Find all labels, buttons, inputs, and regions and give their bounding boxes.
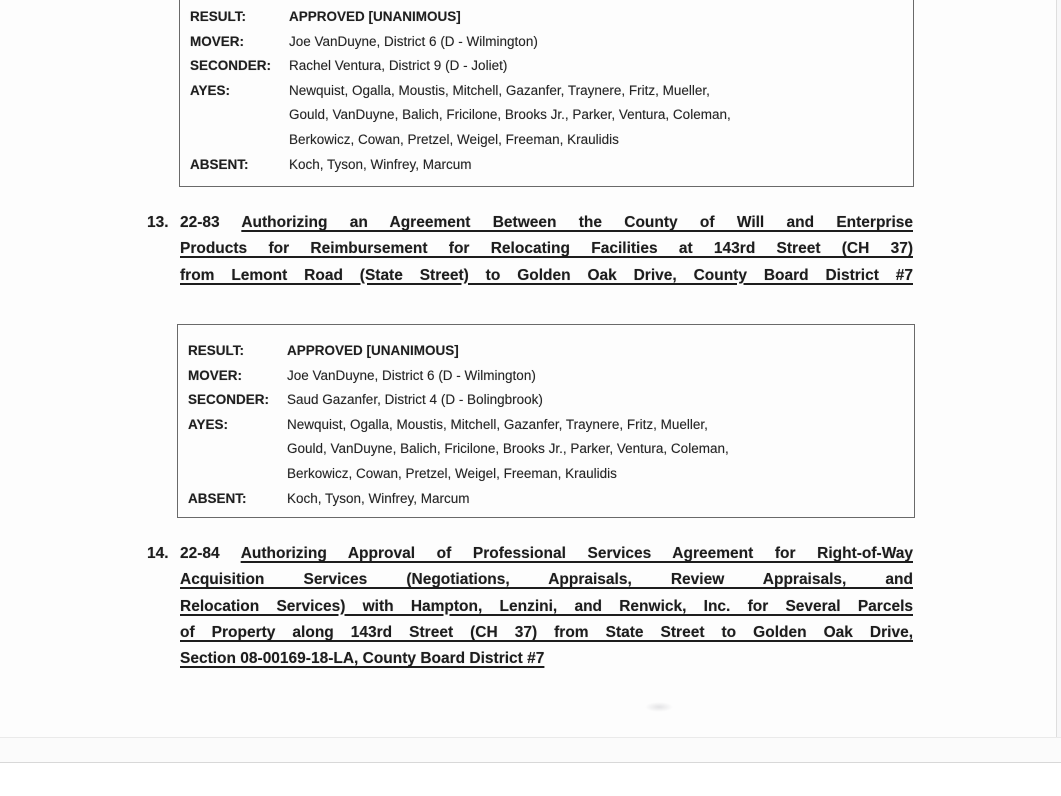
vote-value: Koch, Tyson, Winfrey, Marcum [287,490,470,506]
vote-value: Joe VanDuyne, District 6 (D - Wilmington) [289,33,538,49]
vote-value: Joe VanDuyne, District 6 (D - Wilmington) [287,367,536,383]
title-line [180,263,913,289]
vote-label: RESULT: [190,9,246,24]
title-line [180,236,913,262]
page-edge-line [1056,0,1057,738]
vote-label: ABSENT: [190,156,249,172]
vote-value-line: Newquist, Ogalla, Moustis, Mitchell, Gazanfer, Traynere, Fritz, Mueller, [289,82,710,98]
vote-value: APPROVED [UNANIMOUS] [289,9,461,24]
title-line [180,620,913,646]
vote-label: MOVER: [188,367,242,383]
vote-label: AYES: [188,416,229,432]
title-line [180,210,913,236]
vote-value-line: Berkowicz, Cowan, Pretzel, Weigel, Freeman, Kraulidis [287,465,617,481]
title-text: Products for Reimbursement for Relocating Facilities at 143rd Street (CH 37) [180,240,913,258]
page-edge-margin [1057,0,1061,738]
vote-label: RESULT: [188,343,244,358]
vote-label: MOVER: [190,33,244,49]
vote-value: Rachel Ventura, District 9 (D - Joliet) [289,58,508,74]
vote-value: APPROVED [UNANIMOUS] [287,343,459,358]
viewer-chrome-band [0,738,1061,762]
title-text: of Property along 143rd Street (CH 37) from State Street to Golden Oak Drive, [180,623,913,641]
title-text: Authorizing an Agreement Between the County of Will and Enterprise [241,214,913,231]
vote-result-box-2 [177,324,915,518]
vote-row-seconder [190,54,903,79]
vote-row-seconder [188,388,904,413]
vote-value-line: Gould, VanDuyne, Balich, Fricilone, Brooks Jr., Parker, Ventura, Coleman, [287,441,729,457]
title-text: Acquisition Services (Negotiations, Appraisals, Review Appraisals, and [180,571,913,589]
agenda-item-title [180,541,913,672]
vote-row-absent [190,153,903,178]
vote-label: SECONDER: [190,58,272,74]
vote-value-line: Newquist, Ogalla, Moustis, Mitchell, Gazanfer, Traynere, Fritz, Mueller, [287,416,708,432]
title-text: Section 08-00169-18-LA, County Board District #7 [180,650,545,668]
vote-row-result [190,5,903,30]
vote-value: Saud Gazanfer, District 4 (D - Bolingbrook) [287,392,543,408]
vote-row-result [188,339,904,364]
vote-row-mover [188,364,904,389]
title-line [180,567,913,593]
vote-value: Koch, Tyson, Winfrey, Marcum [289,156,472,172]
title-line [180,541,913,567]
title-text: Authorizing Approval of Professional Services Agreement for Right-of-Way [240,545,913,562]
agenda-item-code: 22-83 [180,214,220,231]
vote-value-line: Berkowicz, Cowan, Pretzel, Weigel, Freeman, Kraulidis [289,131,619,147]
title-text: Relocation Services) with Hampton, Lenzini, and Renwick, Inc. for Several Parcels [180,597,913,615]
agenda-item-title [180,210,913,289]
vote-row-absent [188,487,904,512]
vote-label: ABSENT: [188,490,247,506]
title-line [180,646,913,672]
vote-value-line: Gould, VanDuyne, Balich, Fricilone, Brooks Jr., Parker, Ventura, Coleman, [289,107,731,123]
scan-smudge [645,702,673,712]
vote-label: SECONDER: [188,392,270,408]
agenda-item-14 [147,541,913,672]
title-text: from Lemont Road (State Street) to Golden Oak Drive, County Board District #7 [180,266,913,284]
vote-label: AYES: [190,82,231,98]
agenda-item-number: 13. [147,214,169,231]
vote-row-mover [190,30,903,55]
title-line [180,594,913,620]
agenda-item-code: 22-84 [180,545,220,562]
vote-row-ayes [188,413,904,487]
agenda-item-number: 14. [147,545,169,562]
vote-result-box-1 [179,0,914,187]
agenda-item-13 [147,210,913,289]
viewer-bottom-bar [0,763,1061,796]
vote-row-ayes [190,79,903,153]
